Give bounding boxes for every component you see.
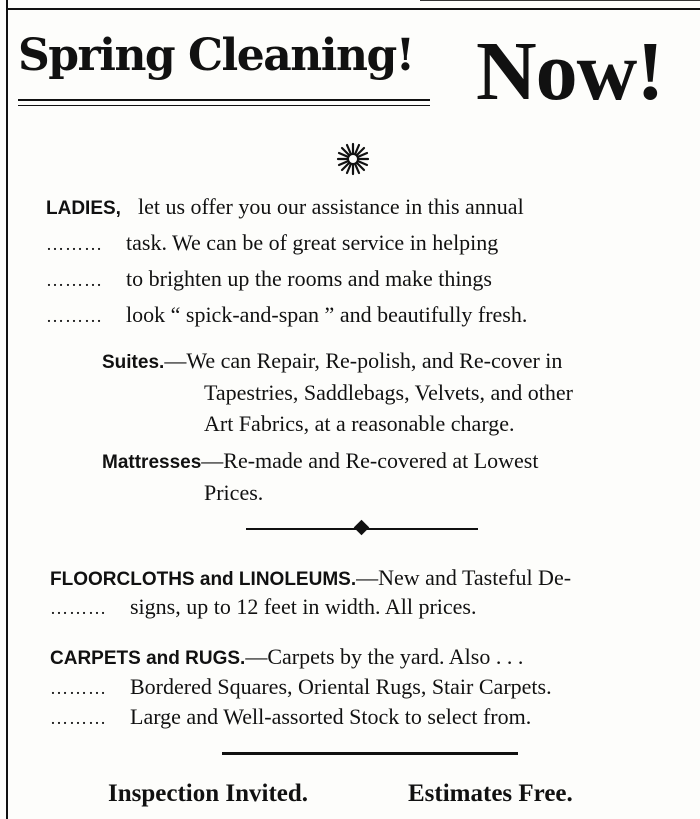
leader-dots: ……… xyxy=(46,234,103,254)
floorcloths-line-2 xyxy=(50,594,476,621)
frame-top-border xyxy=(6,8,700,10)
intro-text-1: let us offer you our assistance in this annual xyxy=(137,194,524,219)
floorcloths-label: FLOORCLOTHS and LINOLEUMS. xyxy=(50,569,357,590)
mattresses-label: Mattresses xyxy=(102,452,202,473)
headline-underline-thin xyxy=(18,105,430,106)
footer-estimates: Estimates Free. xyxy=(408,780,573,807)
carpets-line-2 xyxy=(50,674,552,701)
suites-text-2: Tapestries, Saddlebags, Velvets, and other xyxy=(204,380,573,405)
intro-text-4: look “ spick-and-span ” and beautifully fresh. xyxy=(126,302,528,327)
suites-line-1 xyxy=(102,348,562,376)
mattresses-text-1: —Re-made and Re-covered at Lowest xyxy=(201,448,539,473)
carpets-line-1 xyxy=(50,644,523,672)
carpets-line-3 xyxy=(50,704,531,731)
carpets-label: CARPETS and RUGS. xyxy=(50,648,246,669)
carpets-text-1: —Carpets by the yard. Also . . . xyxy=(245,644,524,669)
divider-diamond-icon xyxy=(354,520,370,536)
headline-now: Now! xyxy=(476,25,664,118)
bottom-rule xyxy=(222,752,518,755)
frame-top-thin-border xyxy=(420,0,700,1)
footer-inspection: Inspection Invited. xyxy=(108,780,309,807)
floorcloths-text-2: signs, up to 12 feet in width. All prices. xyxy=(130,594,477,619)
mattresses-text-2: Prices. xyxy=(204,480,264,505)
leader-dots: ……… xyxy=(50,598,107,618)
intro-text-2: task. We can be of great service in helping xyxy=(126,230,499,255)
headline-title: Spring Cleaning! xyxy=(18,30,414,81)
intro-text-3: to brighten up the rooms and make things xyxy=(126,266,492,291)
intro-line-4 xyxy=(46,302,527,329)
leader-dots: ……… xyxy=(50,678,107,698)
floorcloths-line-1 xyxy=(50,565,571,593)
suites-label: Suites. xyxy=(102,352,165,373)
intro-line-3 xyxy=(46,266,492,293)
suites-text-1: —We can Repair, Re-polish, and Re-cover in xyxy=(164,348,563,373)
mattresses-line-1 xyxy=(102,448,538,476)
leader-dots: ……… xyxy=(50,708,107,728)
leader-dots: ……… xyxy=(46,270,103,290)
suites-text-3: Art Fabrics, at a reasonable charge. xyxy=(204,411,515,436)
intro-line-1 xyxy=(46,194,524,222)
intro-line-2 xyxy=(46,230,498,257)
carpets-text-3: Large and Well-assorted Stock to select from. xyxy=(130,704,532,729)
headline-underline xyxy=(18,99,430,101)
intro-lead: LADIES, xyxy=(46,198,121,219)
leader-dots: ……… xyxy=(46,306,103,326)
flower-ornament-icon xyxy=(336,142,370,176)
floorcloths-text-1: —New and Tasteful De- xyxy=(356,565,572,590)
frame-left-border xyxy=(6,0,8,819)
carpets-text-2: Bordered Squares, Oriental Rugs, Stair Carpets. xyxy=(130,674,552,699)
